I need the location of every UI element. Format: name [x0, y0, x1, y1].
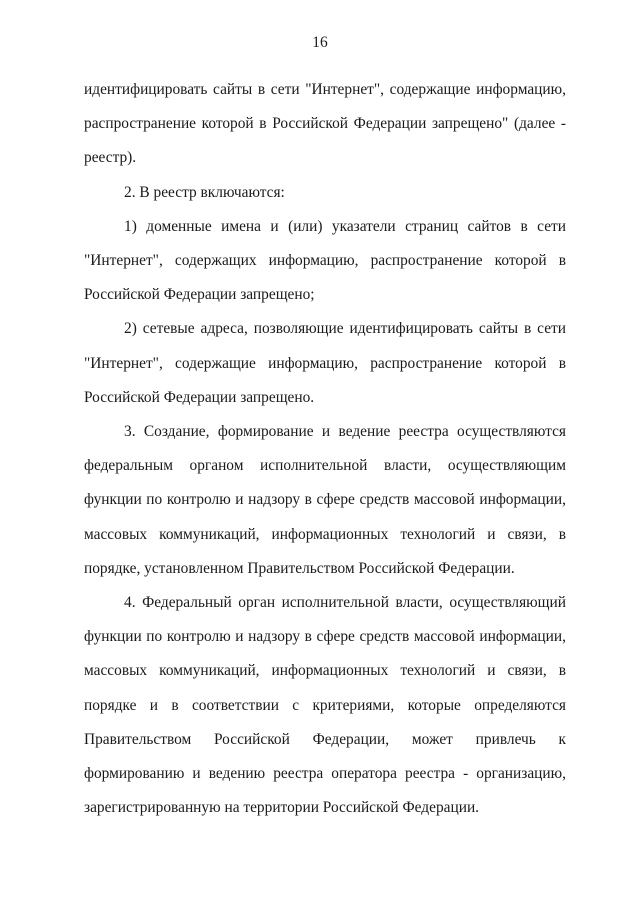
paragraph-item-3: 3. Создание, формирование и ведение реестра осуществляются федеральным органом исполнительной власти, осуществляющим функции по контролю и надзору в сфере средств массовой информации, массовых коммуникаций, информационных технологий и связи, в порядке, установленном Правительством Российской Федерации.	[84, 423, 566, 577]
paragraph-item-4: 4. Федеральный орган исполнительной власти, осуществляющий функции по контролю и надзору в сфере средств массовой информации, массовых коммуникаций, информационных технологий и связи, в порядке и в соответствии с критериями, которые определяются Правительством Российской Федерации, может привлечь к формированию и ведению реестра оператора реестра - организацию, зарегистрированную на территории Российской Федерации.	[84, 594, 566, 817]
paragraph-subitem-2: 2) сетевые адреса, позволяющие идентифицировать сайты в сети "Интернет", содержащие информацию, распространение которой в Российской Федерации запрещено.	[84, 320, 566, 406]
paragraph-subitem-1: 1) доменные имена и (или) указатели страниц сайтов в сети "Интернет", содержащих информацию, распространение которой в Российской Федерации запрещено;	[84, 217, 566, 304]
page-number: 16	[312, 34, 328, 51]
document-body	[84, 73, 566, 825]
paragraph-item-2: 2. В реестр включаются:	[124, 183, 285, 201]
paragraph-continuation: идентифицировать сайты в сети "Интернет", содержащие информацию, распространение которой в Российской Федерации запрещено" (далее - реестр).	[84, 81, 566, 167]
